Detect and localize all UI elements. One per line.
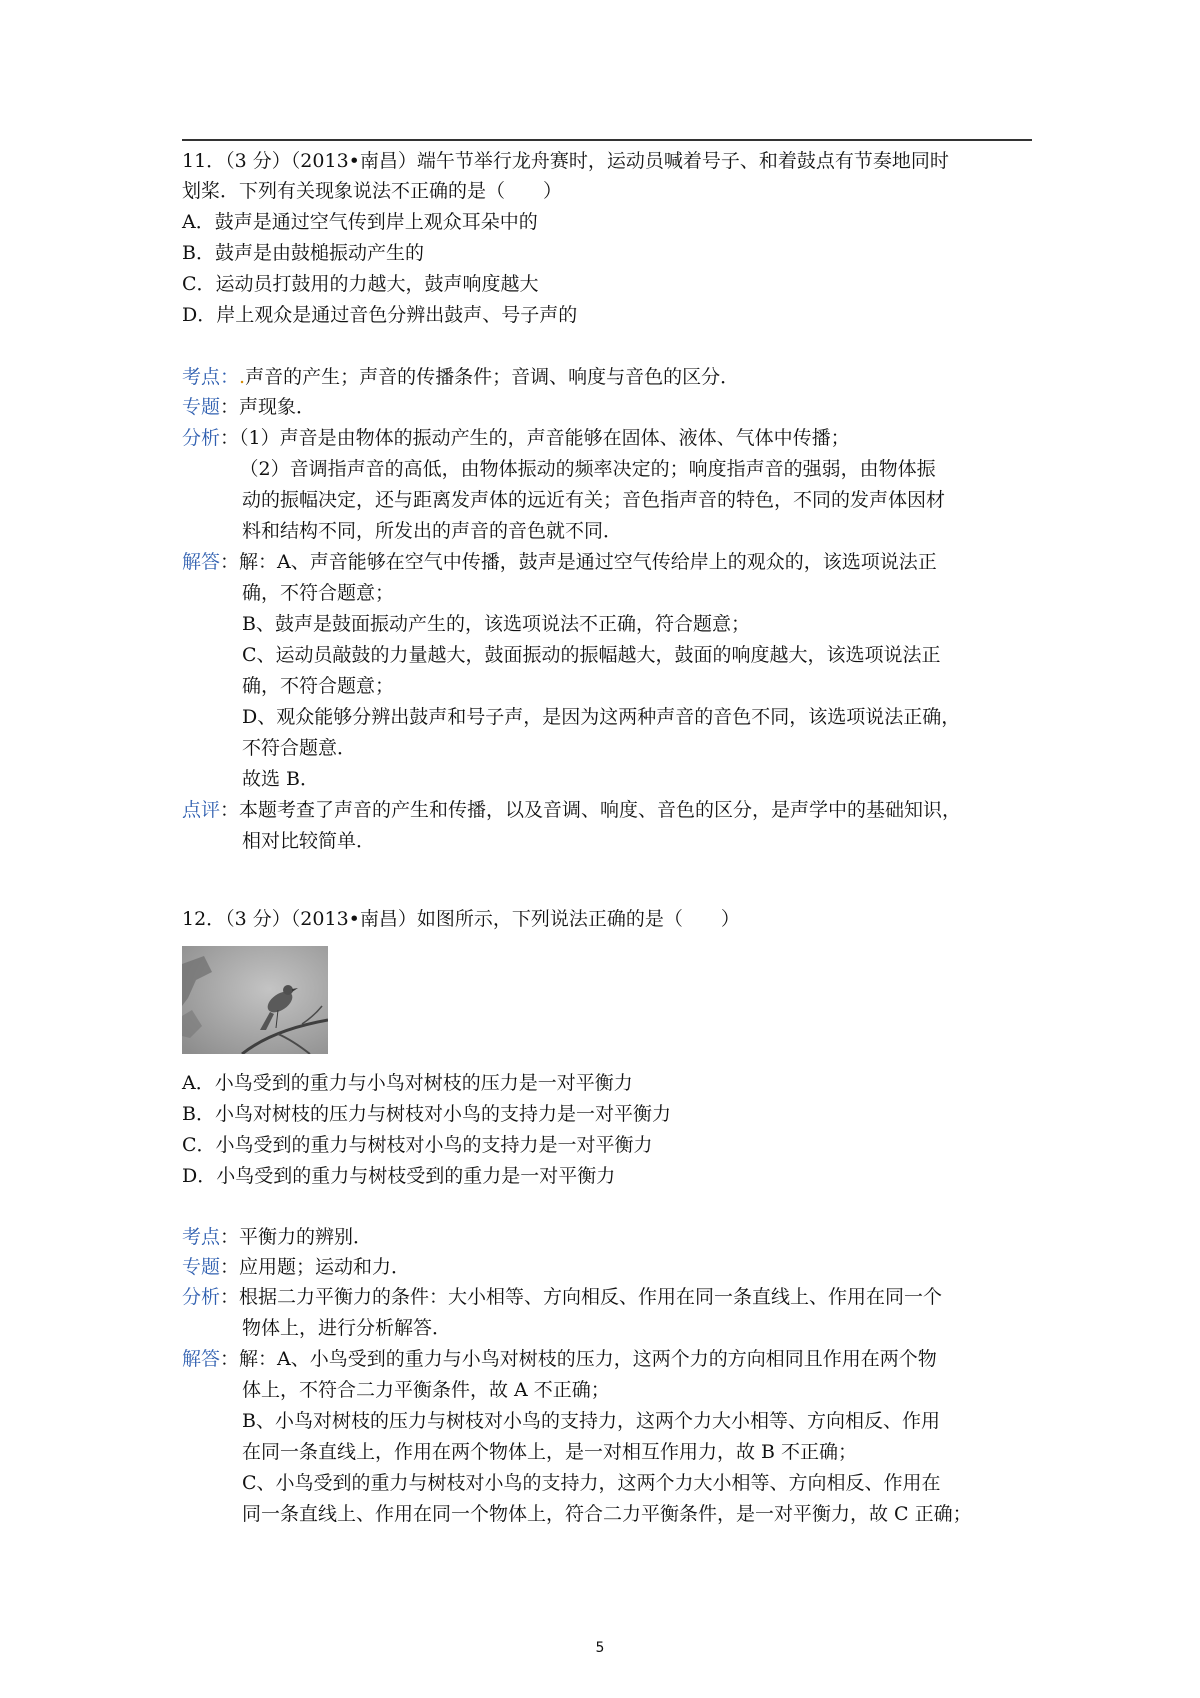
q12-option-c: C．小鸟受到的重力与树枝对小鸟的支持力是一对平衡力 [182,1134,653,1156]
q11-jieda-label: 解答 [182,551,221,573]
q11-kaodian [182,362,1042,392]
q11-jieda-line-2: 确，不符合题意； [242,582,395,604]
q11-jieda-line-7: 不符合题意． [242,737,357,759]
q12-fenxi-label: 分析 [182,1286,221,1308]
header-rule [182,139,1032,141]
q11-option-d: D．岸上观众是通过音色分辨出鼓声、号子声的 [182,304,578,326]
q11-fenxi-text-1: ：（1）声音是由物体的振动产生的，声音能够在固体、液体、气体中传播； [220,427,850,449]
q11-fenxi-line-2: （2）音调指声音的高低，由物体振动的频率决定的；响度指声音的强弱，由物体振 [230,458,936,480]
q11-dianping-line-1 [182,795,1042,825]
q11-jieda-line-8: 故选 B． [242,768,320,790]
q12-fenxi-text-1: ：根据二力平衡力的条件：大小相等、方向相反、作用在同一条直线上、作用在同一个 [220,1286,943,1308]
q12-option-a: A．小鸟受到的重力与小鸟对树枝的压力是一对平衡力 [182,1072,633,1094]
q11-jieda-line-3: B、鼓声是鼓面振动产生的，该选项说法不正确，符合题意； [242,613,750,635]
q11-jieda-text-1: ：解：A、声音能够在空气中传播，鼓声是通过空气传给岸上的观众的，该选项说法正 [220,551,937,573]
q11-stem-line-2: 划桨．下列有关现象说法不正确的是（ ） [182,180,563,202]
q11-stem-line-1: 11．（3 分）（2013•南昌）端午节举行龙舟赛时，运动员喊着号子、和着鼓点有节奏地同时 [182,150,949,172]
q11-option-a: A．鼓声是通过空气传到岸上观众耳朵中的 [182,211,538,233]
q12-zhuanti-text: ：应用题；运动和力． [220,1256,411,1278]
q11-option-c: C．运动员打鼓用的力越大，鼓声响度越大 [182,273,539,295]
q12-jieda-text-1: ：解：A、小鸟受到的重力与小鸟对树枝的压力，这两个力的方向相同且作用在两个物 [220,1348,937,1370]
q11-kaodian-colon: ： [220,366,240,388]
q12-jieda-line-4: 在同一条直线上，作用在两个物体上，是一对相互作用力，故 B 不正确； [242,1441,858,1463]
q12-jieda-label: 解答 [182,1348,221,1370]
q11-kaodian-label: 考点 [182,366,221,388]
q11-jieda-line-4: C、运动员敲鼓的力量越大，鼓面振动的振幅越大，鼓面的响度越大，该选项说法正 [242,644,941,666]
q11-fenxi-line-4: 料和结构不同，所发出的声音的音色就不同． [242,520,623,542]
q11-jieda-line-6: D、观众能够分辨出鼓声和号子声，是因为这两种声音的音色不同，该选项说法正确， [242,706,961,728]
q12-zhuanti [182,1252,1042,1282]
q11-option-b: B．鼓声是由鼓槌振动产生的 [182,242,424,264]
q12-fenxi-line-1 [182,1282,1042,1312]
page-number: 5 [595,1640,605,1656]
q12-jieda-line-6: 同一条直线上、作用在同一个物体上，符合二力平衡条件，是一对平衡力，故 C 正确； [242,1503,972,1525]
q11-kaodian-text: 声音的产生；声音的传播条件；音调、响度与音色的区分． [245,366,740,388]
q12-jieda-line-2: 体上，不符合二力平衡条件，故 A 不正确； [242,1379,610,1401]
q11-dianping-text-1: ：本题考查了声音的产生和传播，以及音调、响度、音色的区分，是声学中的基础知识， [220,799,962,821]
q11-dianping-line-2: 相对比较简单． [242,830,376,852]
q12-jieda-line-3: B、小鸟对树枝的压力与树枝对小鸟的支持力，这两个力大小相等、方向相反、作用 [242,1410,940,1432]
q11-dianping-label: 点评 [182,799,221,821]
q12-option-b: B．小鸟对树枝的压力与树枝对小鸟的支持力是一对平衡力 [182,1103,671,1125]
q12-zhuanti-label: 专题 [182,1256,221,1278]
q11-jieda-line-1 [182,547,1042,577]
q11-zhuanti-text: ：声现象． [220,396,316,418]
q12-jieda-line-1 [182,1344,1042,1374]
q11-zhuanti [182,392,1042,422]
q12-option-d: D．小鸟受到的重力与树枝受到的重力是一对平衡力 [182,1165,616,1187]
bird-on-branch-photo [182,946,328,1054]
q12-kaodian-text: ：平衡力的辨别． [220,1226,373,1248]
highlight-dot: . [239,366,246,388]
q12-kaodian-label: 考点 [182,1226,221,1248]
q11-zhuanti-label: 专题 [182,396,221,418]
q11-fenxi-line-1 [182,423,1042,453]
q11-jieda-line-5: 确，不符合题意； [242,675,395,697]
q12-fenxi-line-2: 物体上，进行分析解答． [242,1317,452,1339]
q12-kaodian [182,1222,1042,1252]
q11-fenxi-label: 分析 [182,427,221,449]
q12-jieda-line-5: C、小鸟受到的重力与树枝对小鸟的支持力，这两个力大小相等、方向相反、作用在 [242,1472,941,1494]
q11-fenxi-line-3: 动的振幅决定，还与距离发声体的远近有关；音色指声音的特色，不同的发声体因材 [242,489,946,511]
q12-stem: 12．（3 分）（2013•南昌）如图所示，下列说法正确的是（ ） [182,908,740,930]
